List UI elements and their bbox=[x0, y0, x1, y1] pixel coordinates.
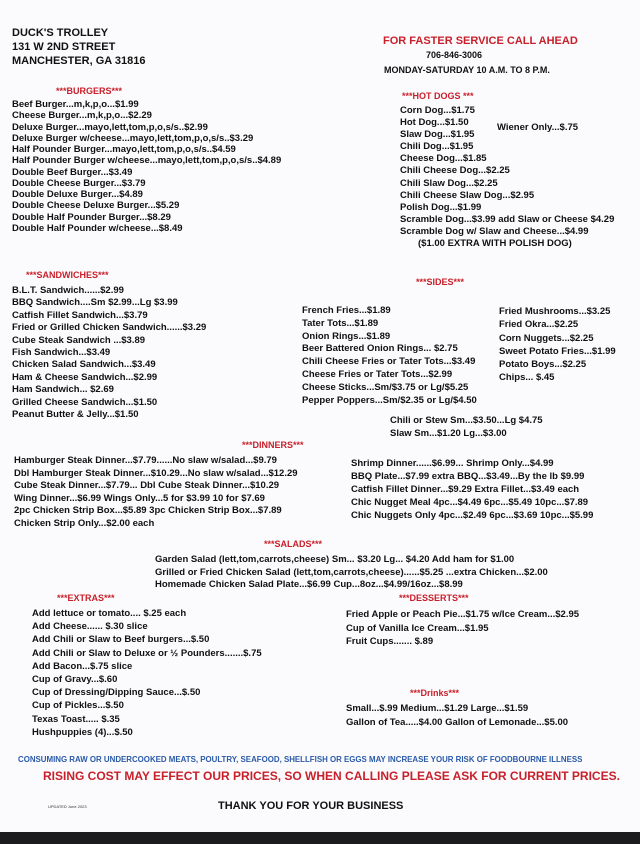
menu-item: Fruit Cups....... $.89 bbox=[346, 636, 434, 647]
menu-item: Double Beef Burger...$3.49 bbox=[12, 166, 133, 178]
menu-item: Small...$.99 Medium...$1.29 Large...$1.59 bbox=[346, 703, 529, 714]
menu-item: Deluxe Burger...mayo,lett,tom,p,o,s/s..$2.99 bbox=[12, 121, 208, 133]
sides-heading: ***SIDES*** bbox=[416, 277, 465, 287]
food-safety-warning: CONSUMING RAW OR UNDERCOOKED MEATS, POULTRY, SEAFOOD, SHELLFISH OR EGGS MAY INCREASE YOUR RISK OF FOODBOURNE ILLNESS bbox=[18, 755, 583, 764]
business-hours: MONDAY-SATURDAY 10 A.M. TO 8 P.M. bbox=[384, 65, 550, 75]
thank-you-message: THANK YOU FOR YOUR BUSINESS bbox=[218, 800, 404, 812]
burgers-list bbox=[12, 99, 281, 234]
menu-item: Cup of Dressing/Dipping Sauce...$.50 bbox=[32, 687, 201, 699]
hotdogs-heading: ***HOT DOGS *** bbox=[402, 91, 474, 101]
menu-item: Hushpuppies (4)...$.50 bbox=[32, 726, 133, 738]
menu-item: Onion Rings...$1.89 bbox=[302, 330, 391, 342]
menu-item: Fried or Grilled Chicken Sandwich......$3.29 bbox=[12, 322, 207, 334]
menu-item: Sweet Potato Fries...$1.99 bbox=[499, 345, 616, 357]
menu-item: Half Pounder Burger w/cheese...mayo,lett,tom,p,o,s/s..$4.89 bbox=[12, 155, 282, 167]
menu-item: Fish Sandwich...$3.49 bbox=[12, 347, 111, 359]
menu-item: Chili Slaw Dog...$2.25 bbox=[400, 177, 498, 189]
menu-item: Hot Dog...$1.50 bbox=[400, 117, 469, 129]
dinners-list-left bbox=[14, 455, 298, 530]
salads-list bbox=[155, 554, 548, 592]
menu-item: Grilled or Fried Chicken Salad (lett,tom,carrots,cheese)......$5.25 ...extra Chicken...$2.00 bbox=[155, 566, 548, 578]
menu-item: Potato Boys...$2.25 bbox=[499, 359, 587, 371]
chili-stew-item: Chili or Stew Sm...$3.50...Lg $4.75 bbox=[390, 415, 543, 426]
wiener-only: Wiener Only...$.75 bbox=[497, 122, 579, 133]
desserts-heading: ***DESSERTS*** bbox=[399, 593, 469, 603]
menu-item: Fried Mushrooms...$3.25 bbox=[499, 306, 611, 317]
drinks-list bbox=[346, 702, 568, 730]
menu-item: Dbl Hamburger Steak Dinner...$10.29...No slaw w/salad...$12.29 bbox=[14, 467, 298, 479]
menu-item: Double Cheese Deluxe Burger...$5.29 bbox=[12, 200, 180, 212]
menu-item: French Fries...$1.89 bbox=[302, 305, 391, 316]
menu-item: Scramble Dog...$3.99 add Slaw or Cheese $4.29 bbox=[400, 213, 615, 225]
menu-item: 2pc Chicken Strip Box...$5.89 3pc Chicken Strip Box...$7.89 bbox=[14, 505, 282, 516]
menu-item: Catfish Fillet Dinner...$9.29 Extra Fillet...$3.49 each bbox=[351, 484, 580, 496]
menu-item: Hamburger Steak Dinner...$7.79......No slaw w/salad...$9.79 bbox=[14, 455, 277, 466]
menu-item: Chili Cheese Dog...$2.25 bbox=[400, 165, 510, 177]
sandwiches-heading: ***SANDWICHES*** bbox=[26, 270, 109, 280]
dinners-heading: ***DINNERS*** bbox=[242, 440, 304, 450]
menu-item: Add Chili or Slaw to Deluxe or ½ Pounders.......$.75 bbox=[32, 647, 262, 659]
menu-item: Deluxe Burger w/cheese...mayo,lett,tom,p,o,s/s..$3.29 bbox=[12, 132, 254, 144]
menu-item: Gallon of Tea.....$4.00 Gallon of Lemonade...$5.00 bbox=[346, 717, 569, 729]
menu-item: Pepper Poppers...Sm/$2.35 or Lg/$4.50 bbox=[302, 394, 477, 406]
call-ahead-notice: FOR FASTER SERVICE CALL AHEAD bbox=[383, 35, 578, 47]
menu-item: Cheese Burger...m,k,p,o...$2.29 bbox=[12, 110, 152, 122]
menu-item: Cup of Pickles...$.50 bbox=[32, 700, 124, 712]
menu-item: Half Pounder Burger...mayo,lett,tom,p,o,s/s..$4.59 bbox=[12, 144, 236, 155]
menu-item: Cheese Dog...$1.85 bbox=[400, 153, 487, 165]
phone-number: 706-846-3006 bbox=[426, 50, 483, 60]
salads-heading: ***SALADS*** bbox=[264, 539, 323, 549]
restaurant-city: MANCHESTER, GA 31816 bbox=[12, 55, 146, 67]
extras-heading: ***EXTRAS*** bbox=[57, 593, 115, 603]
menu-item: Slaw Dog...$1.95 bbox=[400, 129, 475, 141]
menu-item: Chili Dog...$1.95 bbox=[400, 141, 474, 153]
menu-item: Beef Burger...m,k,p,o...$1.99 bbox=[12, 99, 139, 110]
menu-item: Catfish Fillet Sandwich...$3.79 bbox=[12, 309, 148, 321]
menu-item: Homemade Chicken Salad Plate...$6.99 Cup...8oz...$4.99/16oz...$8.99 bbox=[155, 579, 463, 590]
menu-item: Add Cheese...... $.30 slice bbox=[32, 621, 148, 633]
updated-note: UPDATED June 2023 bbox=[48, 804, 87, 809]
menu-item: Chili Cheese Slaw Dog...$2.95 bbox=[400, 189, 535, 201]
menu-item: Shrimp Dinner......$6.99... Shrimp Only...$4.99 bbox=[351, 458, 554, 469]
menu-item: Cube Steak Sandwich ...$3.89 bbox=[12, 334, 146, 346]
menu-item: Cheese Sticks...Sm/$3.75 or Lg/$5.25 bbox=[302, 381, 469, 393]
menu-item: Fried Okra...$2.25 bbox=[499, 319, 579, 331]
menu-item: Chic Nuggets Only 4pc...$2.49 6pc...$3.69 10pc...$5.99 bbox=[351, 510, 594, 522]
menu-item: Cup of Gravy...$.60 bbox=[32, 674, 118, 686]
menu-item: Corn Nuggets...$2.25 bbox=[499, 332, 594, 344]
menu-note: ($1.00 EXTRA WITH POLISH DOG) bbox=[418, 238, 572, 250]
menu-item: Scramble Dog w/ Slaw and Cheese...$4.99 bbox=[400, 225, 589, 237]
menu-item: Ham & Cheese Sandwich...$2.99 bbox=[12, 371, 158, 383]
restaurant-street: 131 W 2ND STREET bbox=[12, 41, 116, 53]
menu-item: Add Bacon...$.75 slice bbox=[32, 660, 133, 672]
menu-item: Chicken Salad Sandwich...$3.49 bbox=[12, 359, 156, 371]
menu-item: Ham Sandwich... $2.69 bbox=[12, 384, 114, 396]
menu-item: Wing Dinner...$6.99 Wings Only...5 for $3.99 10 for $7.69 bbox=[14, 492, 265, 504]
menu-item: Cube Steak Dinner...$7.79... Dbl Cube Steak Dinner...$10.29 bbox=[14, 480, 280, 491]
restaurant-name: DUCK'S TROLLEY bbox=[12, 27, 109, 39]
menu-item: B.L.T. Sandwich......$2.99 bbox=[12, 285, 124, 296]
dinners-list-right bbox=[351, 457, 593, 522]
menu-item: BBQ Plate...$7.99 extra BBQ...$3.49...By the lb $9.99 bbox=[351, 471, 585, 483]
menu-item: Chili Cheese Fries or Tater Tots...$3.49 bbox=[302, 356, 476, 368]
menu-item: Texas Toast..... $.35 bbox=[32, 713, 120, 725]
menu-item: Double Cheese Burger...$3.79 bbox=[12, 177, 146, 189]
burgers-heading: ***BURGERS*** bbox=[56, 86, 123, 96]
rising-cost-notice: RISING COST MAY EFFECT OUR PRICES, SO WHEN CALLING PLEASE ASK FOR CURRENT PRICES. bbox=[43, 769, 620, 783]
menu-item: Add Chili or Slaw to Beef burgers...$.50 bbox=[32, 634, 210, 646]
menu-item: Corn Dog...$1.75 bbox=[400, 105, 475, 116]
menu-item: Peanut Butter & Jelly...$1.50 bbox=[12, 409, 139, 421]
sides-list-right bbox=[499, 305, 616, 385]
sides-list-left bbox=[302, 305, 477, 407]
menu-item: Fried Apple or Peach Pie...$1.75 w/Ice Cream...$2.95 bbox=[346, 609, 580, 620]
menu-item: Cheese Fries or Tater Tots...$2.99 bbox=[302, 368, 453, 380]
menu-item: Chips... $.45 bbox=[499, 372, 555, 384]
menu-item: Tater Tots...$1.89 bbox=[302, 317, 379, 329]
sandwiches-list bbox=[12, 285, 206, 421]
menu-item: Double Half Pounder Burger...$8.29 bbox=[12, 211, 171, 223]
menu-item: Garden Salad (lett,tom,carrots,cheese) Sm... $3.20 Lg... $4.20 Add ham for $1.00 bbox=[155, 554, 515, 565]
menu-item: Chic Nugget Meal 4pc...$4.49 6pc...$5.49 10pc...$7.89 bbox=[351, 497, 589, 509]
menu-item: Cup of Vanilla Ice Cream...$1.95 bbox=[346, 622, 489, 634]
menu-item: Double Deluxe Burger...$4.89 bbox=[12, 189, 143, 200]
menu-item: Add lettuce or tomato.... $.25 each bbox=[32, 608, 187, 619]
menu-item: Beer Battered Onion Rings... $2.75 bbox=[302, 343, 458, 355]
bottom-edge bbox=[0, 832, 640, 844]
extras-list bbox=[32, 607, 262, 739]
menu-item: Polish Dog...$1.99 bbox=[400, 201, 482, 213]
drinks-heading: ***Drinks*** bbox=[410, 688, 460, 698]
menu-item: BBQ Sandwich....Sm $2.99...Lg $3.99 bbox=[12, 297, 178, 309]
desserts-list bbox=[346, 608, 579, 649]
menu-item: Double Half Pounder w/cheese...$8.49 bbox=[12, 222, 183, 234]
menu-item: Grilled Cheese Sandwich...$1.50 bbox=[12, 396, 158, 408]
menu-item: Chicken Strip Only...$2.00 each bbox=[14, 517, 155, 529]
slaw-item: Slaw Sm...$1.20 Lg...$3.00 bbox=[390, 428, 507, 439]
